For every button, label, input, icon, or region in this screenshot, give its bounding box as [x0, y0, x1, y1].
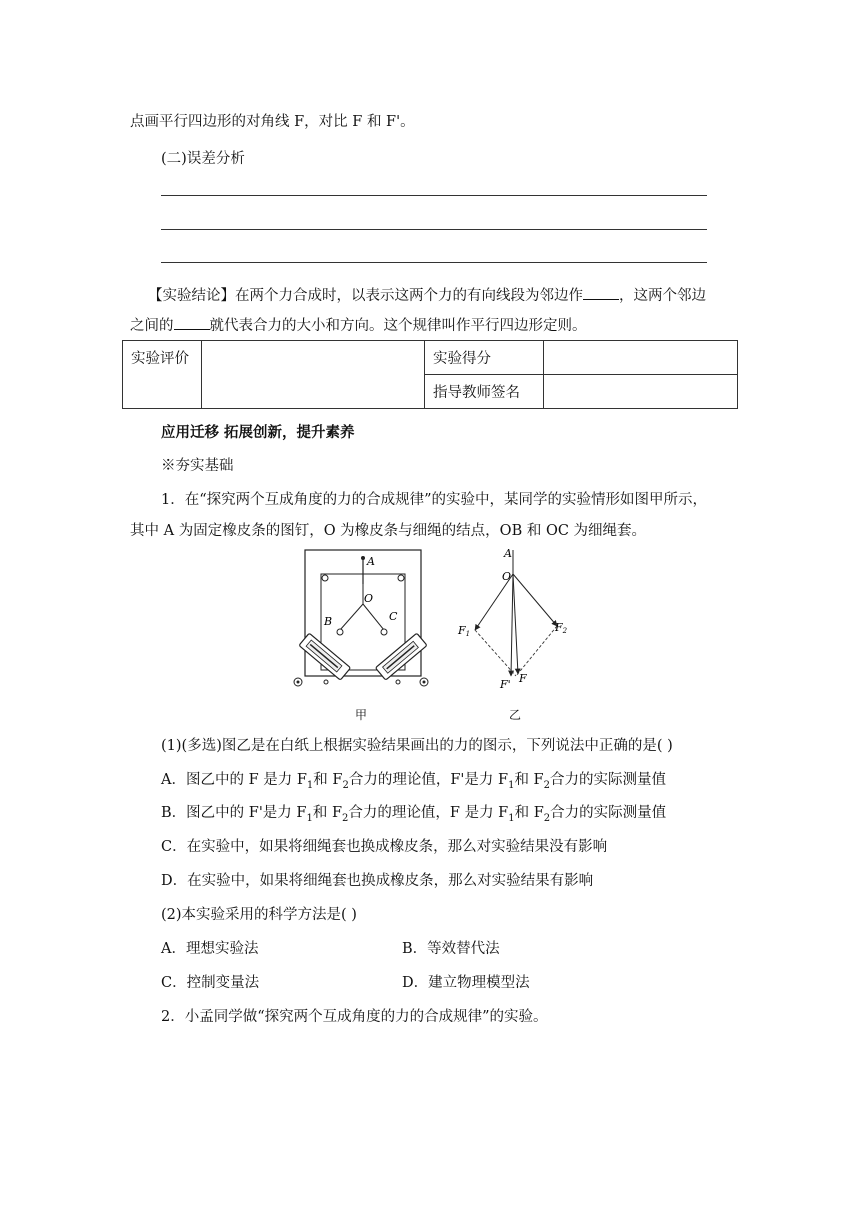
conclusion-text-3: 之间的 [130, 318, 174, 334]
fill-blank-1[interactable] [583, 285, 619, 300]
q1-line-1: 1．在“探究两个互成角度的力的合成规律”的实验中，某同学的实验情形如图甲所示， [161, 492, 708, 508]
option-c[interactable]: C．在实验中，如果将细绳套也换成橡皮条，那么对实验结果没有影响 [161, 839, 608, 855]
answer-line-2 [161, 229, 707, 230]
conclusion-text-4: 就代表合力的大小和方向。这个规律叫作平行四边形定则。 [209, 318, 587, 334]
section-error-analysis: (二)误差分析 [161, 151, 245, 167]
score-label-cell: 实验得分 [425, 341, 544, 375]
evaluation-table [122, 340, 738, 409]
heading-apply: 应用迁移 拓展创新，提升素养 [161, 424, 355, 441]
label-f-prime: F' [500, 678, 511, 691]
label-yi-a: A [504, 548, 512, 560]
option-b[interactable]: B．图乙中的 F'是力 $F_1$和 $F_2$合力的理论值，F 是力 $F_1$和 $F_2$合力的实际测量值 [161, 805, 667, 824]
answer-line-1 [161, 195, 707, 196]
conclusion-text-1: 在两个力合成时，以表示这两个力的有向线段为邻边作 [235, 288, 583, 304]
caption-jia: 甲 [355, 708, 368, 722]
label-f2: F2 [555, 621, 568, 635]
label-o: O [364, 592, 374, 605]
option-d[interactable]: D．在实验中，如果将细绳套也换成橡皮条，那么对实验结果有影响 [161, 873, 594, 889]
paragraph-continuation: 点画平行四边形的对角线 F，对比 F 和 F'。 [130, 114, 415, 130]
label-a: A [367, 555, 375, 568]
teacher-label-cell: 指导教师签名 [425, 375, 544, 409]
conclusion-line-1 [148, 284, 706, 305]
method-option-d[interactable]: D．建立物理模型法 [402, 975, 530, 991]
teacher-input-cell[interactable] [544, 375, 738, 409]
figure-yi [456, 548, 574, 694]
conclusion-text-2: ，这两个邻边 [619, 288, 706, 304]
option-a[interactable]: A．图乙中的 F 是力 $F_1$和 $F_2$合力的理论值，F'是力 $F_1$和 $F_2$合力的实际测量值 [161, 772, 666, 791]
method-option-c[interactable]: C．控制变量法 [161, 975, 260, 991]
label-f: F [519, 672, 527, 685]
conclusion-label: 【实验结论】 [148, 288, 235, 304]
score-input-cell[interactable] [544, 341, 738, 375]
q1-sub2: (2)本实验采用的科学方法是( ) [161, 907, 357, 923]
caption-yi: 乙 [509, 708, 522, 722]
q1-sub1: (1)(多选)图乙是在白纸上根据实验结果画出的力的图示，下列说法中正确的是( ) [161, 738, 673, 754]
method-option-a[interactable]: A．理想实验法 [161, 941, 259, 957]
conclusion-line-2 [130, 314, 587, 335]
q2-line-1: 2．小孟同学做“探究两个互成角度的力的合成规律”的实验。 [161, 1009, 548, 1025]
subheading-basics: ※夯实基础 [161, 458, 234, 474]
q1-line-2: 其中 A 为固定橡皮条的图钉，O 为橡皮条与细绳的结点，OB 和 OC 为细绳套。 [130, 523, 647, 539]
label-yi-o: O [502, 570, 512, 583]
answer-line-3 [161, 262, 707, 263]
eval-label-cell: 实验评价 [123, 341, 202, 409]
method-option-b[interactable]: B．等效替代法 [402, 941, 500, 957]
label-c: C [389, 610, 398, 623]
label-f1: F1 [458, 624, 471, 638]
figure-jia [288, 548, 438, 694]
label-b: B [324, 615, 333, 628]
eval-input-cell[interactable] [202, 341, 425, 409]
fill-blank-2[interactable] [174, 315, 210, 330]
